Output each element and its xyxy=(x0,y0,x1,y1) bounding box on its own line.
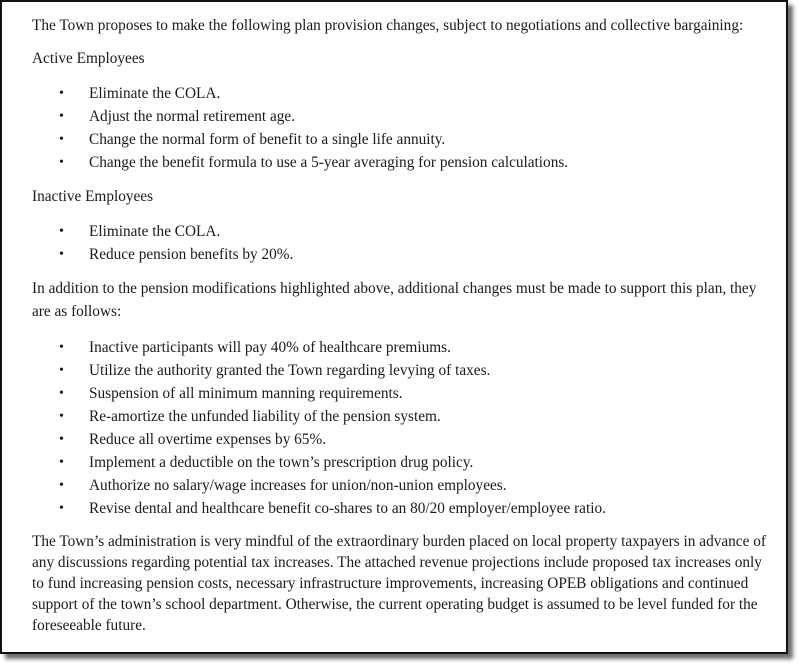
closing-paragraph: The Town’s administration is very mindful of the extraordinary burden placed on local property taxpayers in advance of any discussions regarding potential tax increases. The attached revenue projections include proposed tax increases only to fund increasing pension costs, necessary infrastructure improvements, increasing OPEB obligations and continued support of the town’s school department. Otherwise, the current operating budget is assumed to be level funded for the foreseeable future. xyxy=(32,533,766,634)
list-item: • Utilize the authority granted the Town regarding levying of taxes. xyxy=(32,359,768,382)
additional-changes-list xyxy=(32,336,768,520)
bullet-icon: • xyxy=(59,132,64,147)
bullet-icon: • xyxy=(59,224,64,239)
inactive-employees-list xyxy=(32,220,768,266)
document-body xyxy=(32,14,768,636)
bullet-icon: • xyxy=(59,501,64,516)
bullet-icon: • xyxy=(59,340,64,355)
bullet-icon: • xyxy=(59,155,64,170)
list-item: • Eliminate the COLA. xyxy=(32,82,768,105)
bullet-icon: • xyxy=(59,478,64,493)
bullet-icon: • xyxy=(59,86,64,101)
bullet-icon: • xyxy=(59,363,64,378)
list-item: • Eliminate the COLA. xyxy=(32,220,768,243)
list-item: • Re-amortize the unfunded liability of the pension system. xyxy=(32,405,768,428)
list-item: • Authorize no salary/wage increases for union/non-union employees. xyxy=(32,474,768,497)
list-item: • Adjust the normal retirement age. xyxy=(32,105,768,128)
list-item: • Reduce all overtime expenses by 65%. xyxy=(32,428,768,451)
list-item: • Inactive participants will pay 40% of healthcare premiums. xyxy=(32,336,768,359)
list-item: • Reduce pension benefits by 20%. xyxy=(32,243,768,266)
inactive-employees-heading: Inactive Employees xyxy=(32,188,154,205)
intro-paragraph: The Town proposes to make the following plan provision changes, subject to negotiations and collective bargaining: xyxy=(32,17,744,34)
active-employees-list xyxy=(32,82,768,174)
list-item: • Revise dental and healthcare benefit co-shares to an 80/20 employer/employee ratio. xyxy=(32,497,768,520)
bullet-icon: • xyxy=(59,409,64,424)
additional-changes-paragraph: In addition to the pension modifications highlighted above, additional changes must be made to support this plan, they are as follows: xyxy=(32,280,757,320)
bullet-icon: • xyxy=(59,455,64,470)
bullet-icon: • xyxy=(59,386,64,401)
list-item: • Change the benefit formula to use a 5-year averaging for pension calculations. xyxy=(32,151,768,174)
list-item: • Suspension of all minimum manning requirements. xyxy=(32,382,768,405)
active-employees-heading: Active Employees xyxy=(32,50,145,67)
list-item: • Implement a deductible on the town’s prescription drug policy. xyxy=(32,451,768,474)
bullet-icon: • xyxy=(59,109,64,124)
bullet-icon: • xyxy=(59,432,64,447)
list-item: • Change the normal form of benefit to a single life annuity. xyxy=(32,128,768,151)
bullet-icon: • xyxy=(59,247,64,262)
